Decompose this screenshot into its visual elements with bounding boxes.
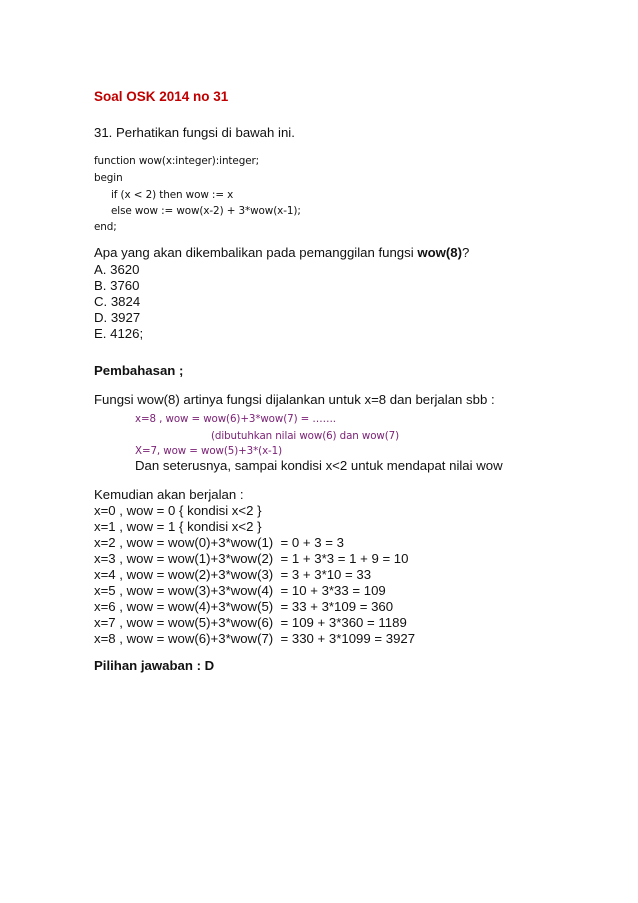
step-1: x=8 , wow = wow(6)+3*wow(7) = ……. (135, 413, 336, 425)
step-1-note: (dibutuhkan nilai wow(6) dan wow(7) (211, 430, 400, 442)
run-row: x=1 , wow = 1 { kondisi x<2 } (94, 519, 262, 534)
run-row: x=4 , wow = wow(2)+3*wow(3) = 3 + 3*10 = 33 (94, 567, 372, 582)
run-row: x=5 , wow = wow(3)+3*wow(4) = 10 + 3*33 = 109 (94, 583, 386, 598)
question-suffix: ? (462, 245, 470, 260)
code-line-1: function wow(x:integer):integer; (94, 155, 260, 167)
code-line-3: if (x < 2) then wow := x (111, 189, 234, 201)
answer-line: Pilihan jawaban : D (94, 658, 215, 673)
run-row: x=7 , wow = wow(5)+3*wow(6) = 109 + 3*360 = 1189 (94, 615, 407, 630)
code-line-4: else wow := wow(x-2) + 3*wow(x-1); (111, 205, 301, 217)
code-line-2: begin (94, 172, 123, 184)
option-b: B. 3760 (94, 278, 140, 293)
run-row: x=2 , wow = wow(0)+3*wow(1) = 0 + 3 = 3 (94, 535, 344, 550)
option-e: E. 4126; (94, 326, 144, 341)
run-row: x=6 , wow = wow(4)+3*wow(5) = 33 + 3*109 = 360 (94, 599, 394, 614)
run-heading: Kemudian akan berjalan : (94, 487, 244, 502)
discussion-heading: Pembahasan ; (94, 363, 184, 378)
continue-text: Dan seterusnya, sampai kondisi x<2 untuk mendapat nilai wow (135, 458, 503, 473)
option-a: A. 3620 (94, 262, 140, 277)
code-line-5: end; (94, 221, 117, 233)
question-prefix: Apa yang akan dikembalikan pada pemanggilan fungsi (94, 245, 418, 260)
document-title: Soal OSK 2014 no 31 (94, 89, 229, 104)
discussion-intro: Fungsi wow(8) artinya fungsi dijalankan untuk x=8 dan berjalan sbb : (94, 392, 495, 407)
step-2: X=7, wow = wow(5)+3*(x-1) (135, 445, 283, 457)
option-c: C. 3824 (94, 294, 141, 309)
question-intro: 31. Perhatikan fungsi di bawah ini. (94, 125, 295, 140)
question-call: wow(8) (417, 245, 463, 260)
option-d: D. 3927 (94, 310, 141, 325)
run-row: x=3 , wow = wow(1)+3*wow(2) = 1 + 3*3 = 1 + 9 = 10 (94, 551, 409, 566)
question-text (94, 245, 469, 261)
run-row: x=0 , wow = 0 { kondisi x<2 } (94, 503, 262, 518)
run-row: x=8 , wow = wow(6)+3*wow(7) = 330 + 3*1099 = 3927 (94, 631, 416, 646)
